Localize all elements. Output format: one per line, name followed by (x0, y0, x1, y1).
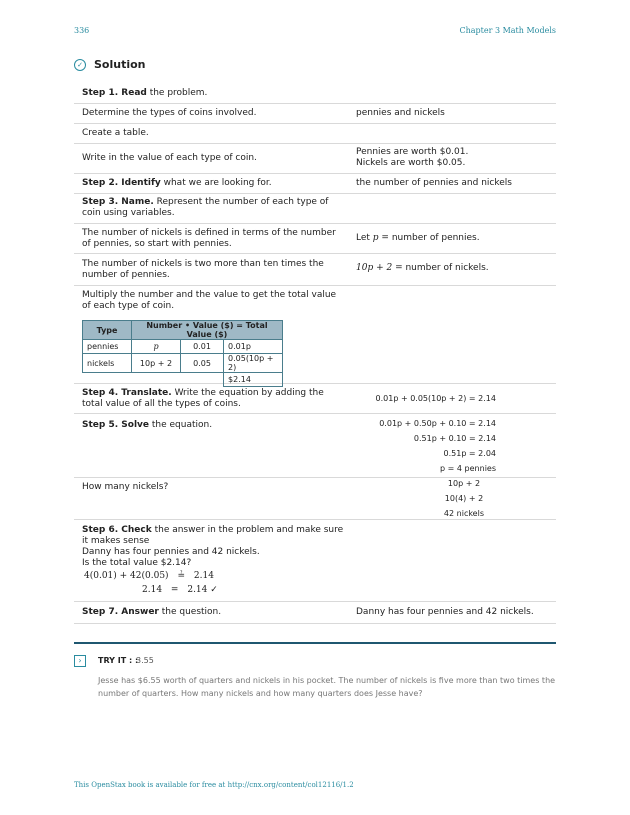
footer-link[interactable]: This OpenStax book is available for free at http://cnx.org/content/col12116/1.2 (74, 781, 354, 789)
check-math-2: 2.14 = 2.14 ✓ (142, 585, 218, 595)
check-circle-icon: ✓ (74, 59, 86, 71)
how-many-nickels-row: How many nickels? 10p + 2 10(4) + 2 42 nickels (74, 478, 556, 520)
nickel-equations: 10p + 2 10(4) + 2 42 nickels (443, 479, 484, 518)
chevron-right-icon: › (74, 655, 86, 667)
check-math-1: 4(0.01) + 42(0.05) ≟ 2.14 (84, 571, 214, 581)
step-7-row: Step 7. Answer the question. Danny has four pennies and 42 nickels. (74, 602, 556, 624)
coins-row: Determine the types of coins involved. pennies and nickels (74, 104, 556, 124)
pennies-variable-row: The number of nickels is defined in terms of the number of pennies, so start with pennies. Let p = number of pennies. (74, 224, 556, 254)
page-number: 336 (74, 26, 90, 35)
step-5-row: Step 5. Solve the equation. 0.01p + 0.50p + 0.10 = 2.14 0.51p + 0.10 = 2.14 0.51p = 2.04 p = 4 pennies (74, 414, 556, 478)
coin-values-row: Write in the value of each type of coin. Pennies are worth $0.01. Nickels are worth $0.05. (74, 144, 556, 174)
step-1-row: Step 1. Read the problem. (74, 82, 556, 104)
header-type: Type (83, 321, 132, 340)
step-3-row: Step 3. Name. Represent the number of each type of coin using variables. (74, 194, 556, 224)
solution-title: Solution (94, 58, 146, 71)
section-divider (74, 642, 556, 644)
header-formula: Number • Value ($) = Total Value ($) (132, 321, 283, 340)
try-it-number: 3.55 (136, 656, 154, 665)
step-6-row: Step 6. Check the answer in the problem and make sure it makes sense Danny has four pennies and 42 nickels. Is the total value $2.14? 4(0.01) + 42(0.05) ≟ 2.14 2.14 = 2.14 ✓ (74, 520, 556, 602)
table-row: nickels 10p + 2 0.05 0.05(10p + 2) (83, 354, 283, 373)
multiply-row: Multiply the number and the value to get the total value of each type of coin. (74, 286, 556, 384)
try-it-text: Jesse has $6.55 worth of quarters and nickels in his pocket. The number of nickels is five more than two times the number of quarters. How many nickels and how many quarters does Jesse have? (98, 676, 556, 698)
coin-table (82, 320, 283, 387)
step-2-row: Step 2. Identify what we are looking for. the number of pennies and nickels (74, 174, 556, 194)
chapter-title: Chapter 3 Math Models (459, 26, 556, 35)
create-table-row: Create a table. (74, 124, 556, 144)
step-4-row: Step 4. Translate. Write the equation by adding the total value of all the types of coins. 0.01p + 0.05(10p + 2) = 2.14 (74, 384, 556, 414)
total-value: $2.14 (224, 373, 283, 387)
nickels-variable-row: The number of nickels is two more than ten times the number of pennies. 10p + 2 = number of nickels. (74, 254, 556, 286)
solution-heading (74, 58, 146, 71)
try-it-label: TRY IT : : (98, 656, 139, 665)
solve-equations: 0.01p + 0.50p + 0.10 = 2.14 0.51p + 0.10 = 2.14 0.51p = 2.04 p = 4 pennies (379, 419, 496, 473)
table-row: pennies p 0.01 0.01p (83, 340, 283, 354)
